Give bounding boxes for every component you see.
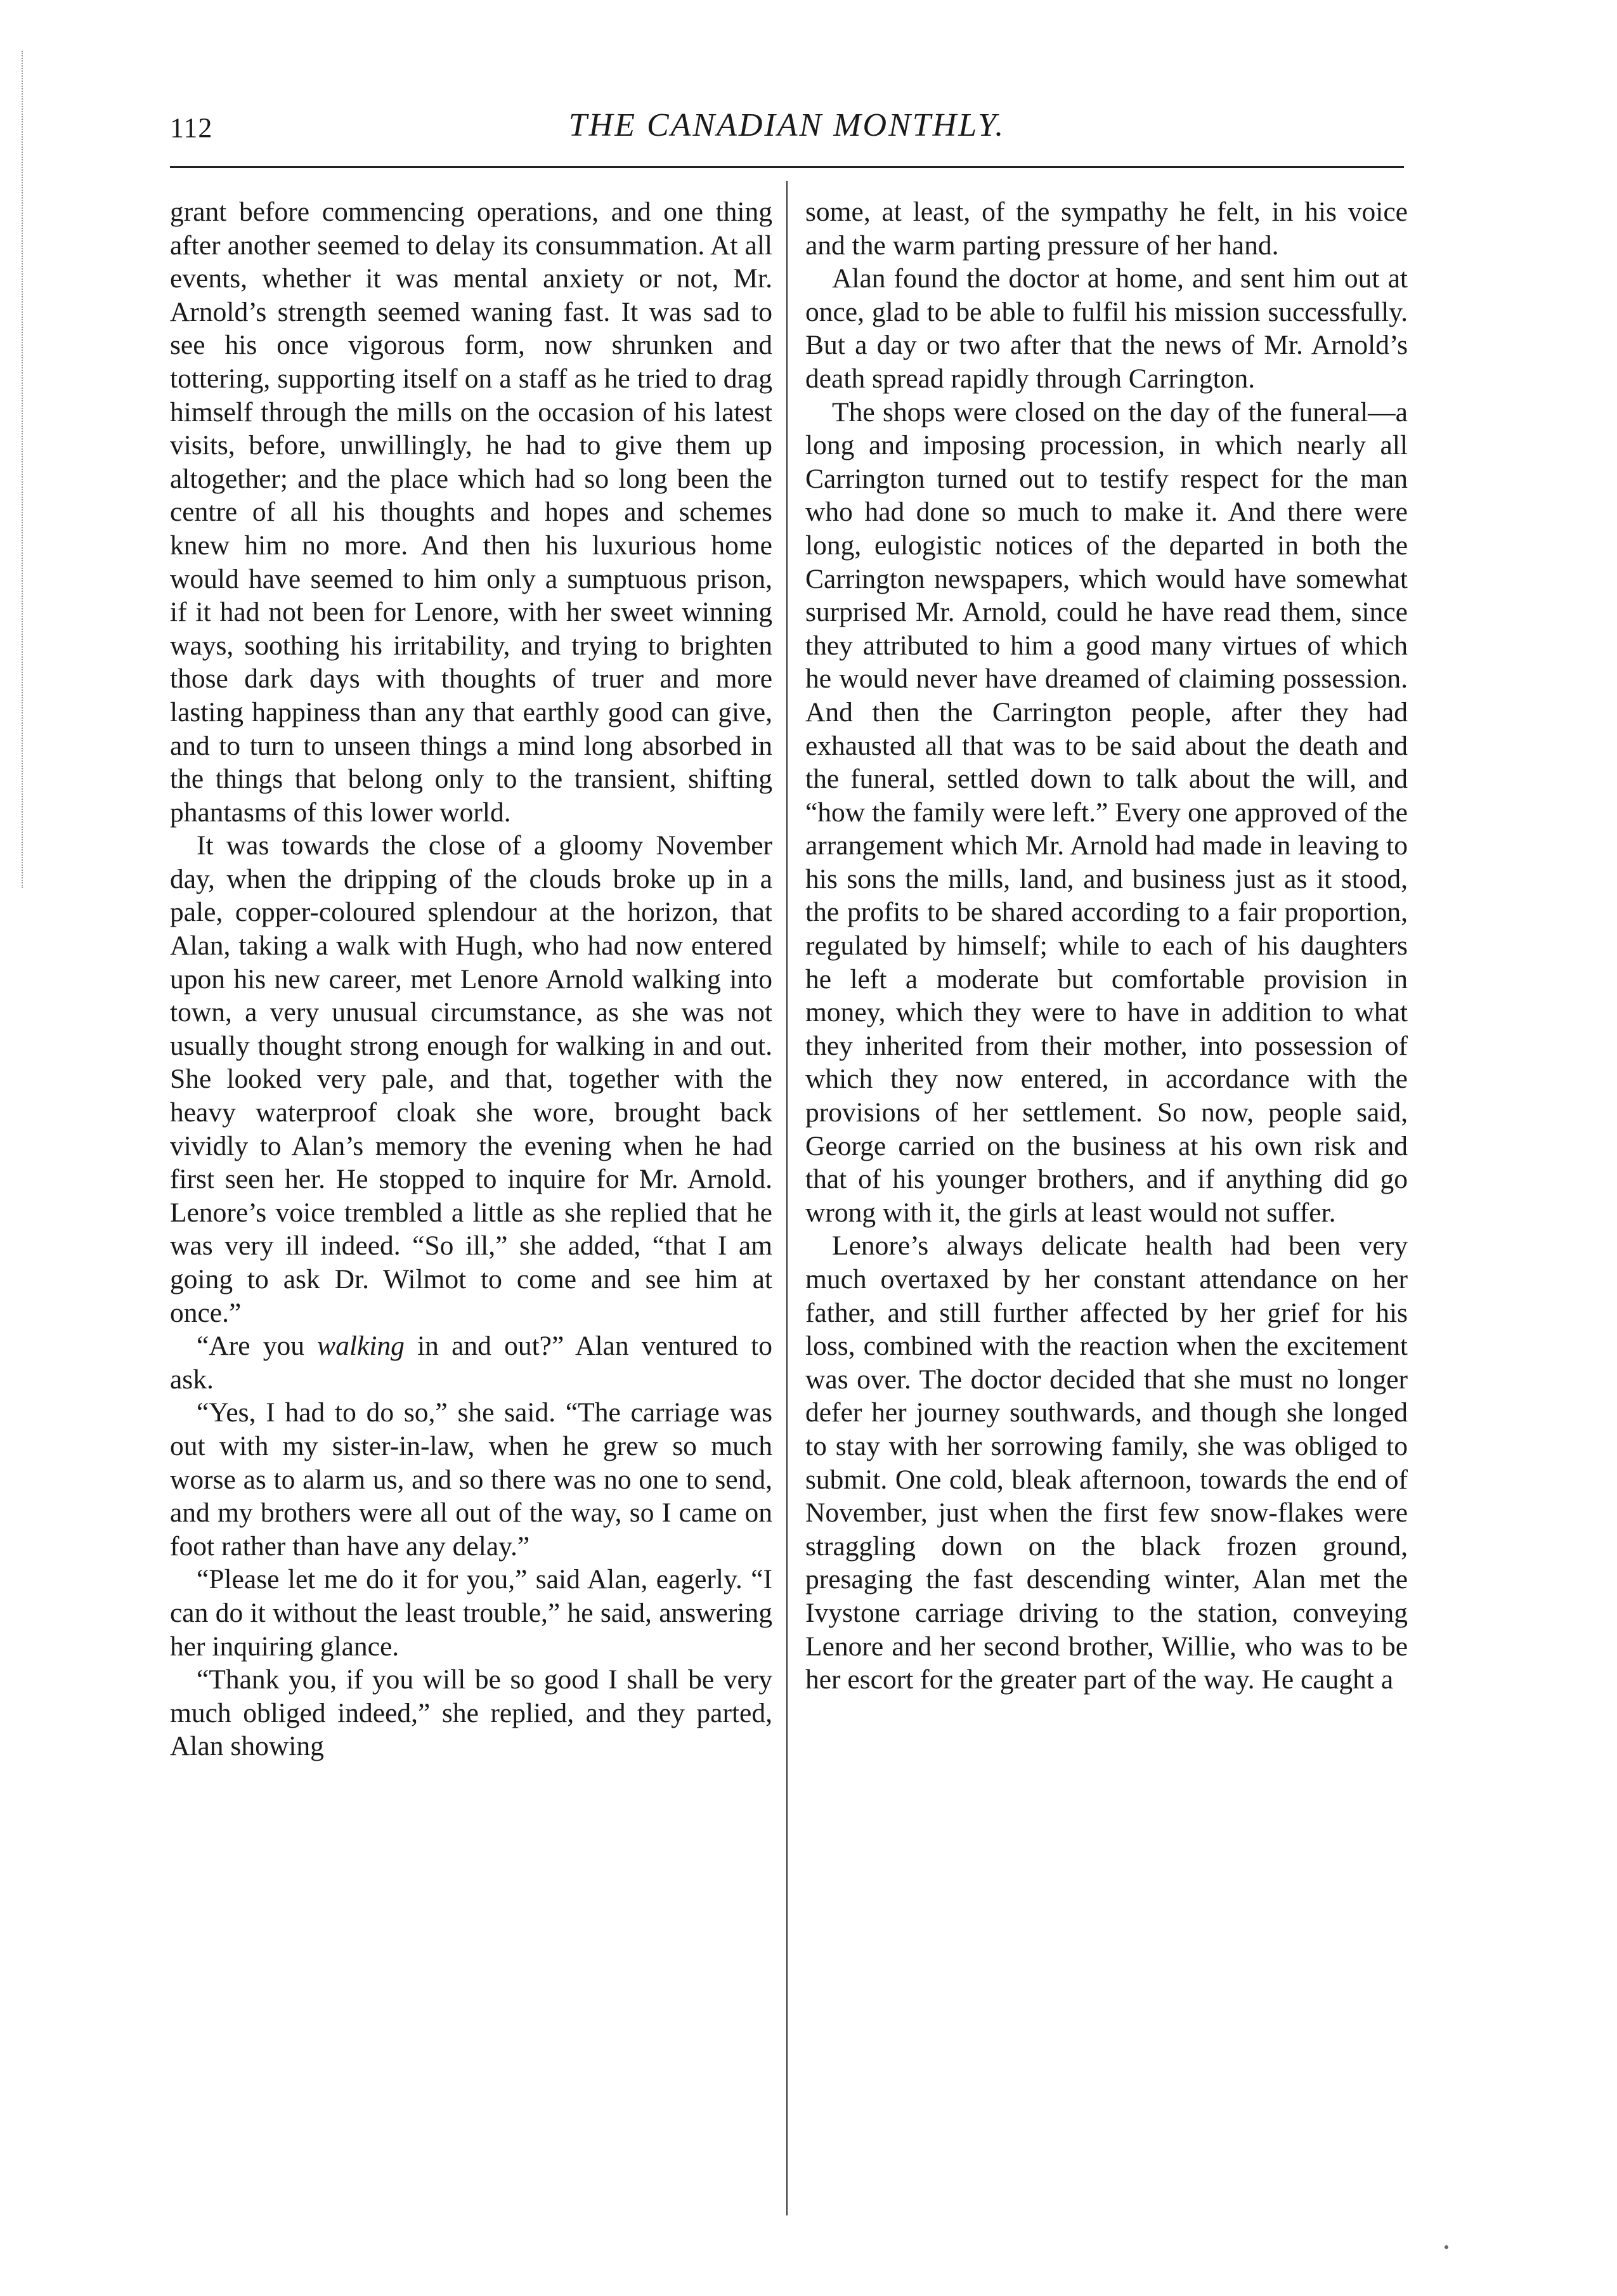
journal-title: THE CANADIAN MONTHLY. bbox=[568, 107, 1006, 143]
running-head bbox=[170, 107, 1404, 157]
text-run: “Are you bbox=[197, 1331, 318, 1362]
paragraph: “Please let me do it for you,” said Alan, eagerly. “I can do it without the least trouble,” he said, answering her inquiring glance. bbox=[170, 1564, 772, 1662]
paragraph: “Yes, I had to do so,” she said. “The carriage was out with my sister-in-law, when he grew so much worse as to alarm us, and so there was no one to send, and my brothers were all out of the way, so I came on foot rather than have any delay.” bbox=[170, 1397, 772, 1562]
text-run: in and out?” Alan ventured to ask. bbox=[170, 1331, 773, 1395]
scan-speck bbox=[1445, 2245, 1448, 2249]
paragraph: grant before commencing operations, and one thing after another seemed to delay its consummation. At all events, whether it was mental anxiety or not, Mr. Arnold’s strength seemed waning fast. It was sad to see his once vigorous form, now shrunken and tottering, supporting itself on a staff as he tried to drag himself through the mills on the occasion of his latest visits, before, unwillingly, he had to give them up altogether; and the place which had so long been the centre of all his thoughts and hopes and schemes knew him no more. And then his luxurious home would have seemed to him only a sumptuous prison, if it had not been for Lenore, with her sweet winning ways, soothing his irritability, and trying to brighten those dark days with thoughts of truer and more lasting happiness than any that earthly good can give, and to turn to unseen things a mind long absorbed in the things that belong only to the transient, shifting phantasms of this lower world. bbox=[170, 197, 772, 828]
paragraph: Lenore’s always delicate health had been very much overtaxed by her constant attendance on her father, and still further affected by her grief for his loss, combined with the reaction when the excitement was over. The doctor decided that she must no longer defer her journey southwards, and though she longed to stay with her sorrowing family, she was obliged to submit. One cold, bleak afternoon, towards the end of November, just when the first few snow-flakes were straggling down on the black frozen ground, presaging the fast descending winter, Alan met the Ivystone carriage driving to the station, conveying Lenore and her second brother, Willie, who was to be her escort for the greater part of the way. He caught a bbox=[805, 1230, 1408, 1695]
right-column bbox=[805, 195, 1408, 1697]
paragraph: “Thank you, if you will be so good I shall be very much obliged indeed,” she replied, and they parted, Alan showing bbox=[170, 1664, 772, 1762]
emphasis: walking bbox=[317, 1331, 405, 1362]
paragraph: some, at least, of the sympathy he felt, in his voice and the warm parting pressure of her hand. bbox=[805, 197, 1408, 261]
left-column bbox=[170, 195, 772, 1763]
paragraph-walking bbox=[170, 1329, 772, 1396]
header-rule bbox=[170, 166, 1404, 168]
paragraph: The shops were closed on the day of the funeral—a long and imposing procession, in which nearly all Carrington turned out to testify respect for the man who had done so much to make it. And there were long, eulogistic notices of the departed in both the Carrington newspapers, which would have somewhat surprised Mr. Arnold, could he have read them, since they attributed to him a good many virtues of which he would never have dreamed of claiming possession. And then the Carrington people, after they had exhausted all that was to be said about the death and the funeral, settled down to talk about the will, and “how the family were left.” Every one approved of the arrangement which Mr. Arnold had made in leaving to his sons the mills, land, and business just as it stood, the profits to be shared according to a fair proportion, regulated by himself; while to each of his daughters he left a moderate but comfortable provision in money, which they were to have in addition to what they inherited from their mother, into possession of which they now entered, in accordance with the provisions of her settlement. So now, people said, George carried on the business at his own risk and that of his younger brothers, and if anything did go wrong with it, the girls at least would not suffer. bbox=[805, 396, 1408, 1228]
page-number: 112 bbox=[170, 112, 213, 143]
paragraph: It was towards the close of a gloomy November day, when the dripping of the clouds broke up in a pale, copper-coloured splendour at the horizon, that Alan, taking a walk with Hugh, who had now entered upon his new career, met Lenore Arnold walking into town, a very unusual circumstance, as she was not usually thought strong enough for walking in and out. She looked very pale, and that, together with the heavy waterproof cloak she wore, brought back vividly to Alan’s memory the evening when he had first seen her. He stopped to inquire for Mr. Arnold. Lenore’s voice trembled a little as she replied that he was very ill indeed. “So ill,” she added, “that I am going to ask Dr. Wilmot to come and see him at once.” bbox=[170, 830, 772, 1328]
paragraph: Alan found the doctor at home, and sent him out at once, glad to be able to fulfil his mission successfully. But a day or two after that the news of Mr. Arnold’s death spread rapidly through Carrington. bbox=[805, 263, 1408, 394]
column-divider bbox=[786, 181, 788, 2215]
margin-scan-marks bbox=[22, 51, 30, 888]
